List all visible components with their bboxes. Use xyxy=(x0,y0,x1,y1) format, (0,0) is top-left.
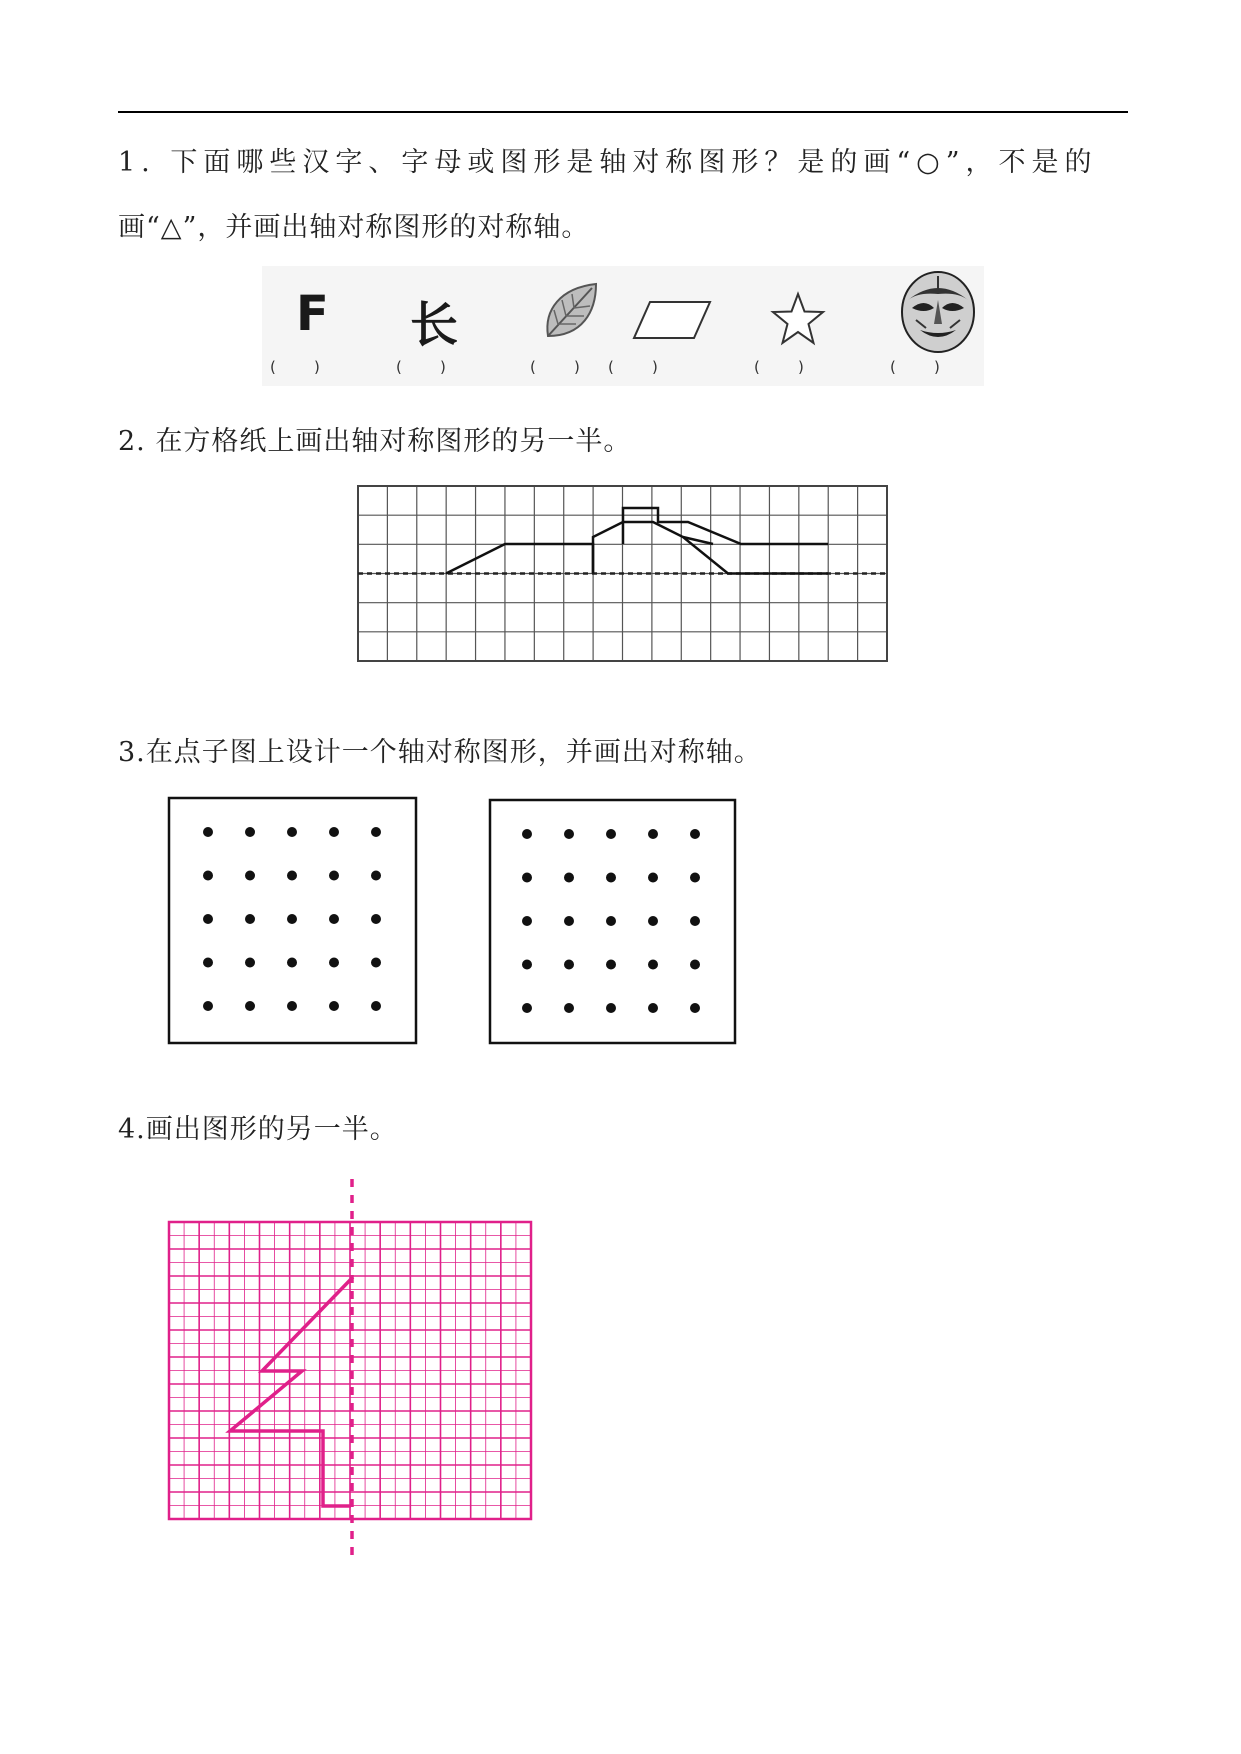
grid-dot[interactable] xyxy=(287,1001,297,1011)
grid-dot[interactable] xyxy=(203,827,213,837)
grid-dot[interactable] xyxy=(522,960,532,970)
grid-dot[interactable] xyxy=(606,873,616,883)
grid-dot[interactable] xyxy=(245,914,255,924)
question-2-grid[interactable] xyxy=(358,486,888,662)
star-icon xyxy=(770,292,826,346)
grid-dot[interactable] xyxy=(287,914,297,924)
half-shape-upper xyxy=(446,544,593,574)
grid-dot[interactable] xyxy=(245,871,255,881)
grid-dot[interactable] xyxy=(522,1003,532,1013)
grid-dot[interactable] xyxy=(203,958,213,968)
opera-mask-icon xyxy=(898,270,978,354)
question-1-figures xyxy=(262,266,984,386)
grid-dot[interactable] xyxy=(648,916,658,926)
grid-dot[interactable] xyxy=(690,829,700,839)
answer-blank-4[interactable]: ( ) xyxy=(608,358,658,376)
answer-blank-6[interactable]: ( ) xyxy=(890,358,940,376)
grid-dot[interactable] xyxy=(606,1003,616,1013)
grid-dot[interactable] xyxy=(371,958,381,968)
hanzi-chang: 长 xyxy=(410,297,459,353)
parallelogram-icon xyxy=(632,300,712,342)
grid-dot[interactable] xyxy=(564,1003,574,1013)
grid-dot[interactable] xyxy=(329,871,339,881)
grid-dot[interactable] xyxy=(203,871,213,881)
grid-dot[interactable] xyxy=(371,1001,381,1011)
question-2-text: 2. 在方格纸上画出轴对称图形的另一半。 xyxy=(118,426,632,457)
dot-grid-right[interactable] xyxy=(489,799,737,1045)
grid-dot[interactable] xyxy=(329,1001,339,1011)
grid-dot[interactable] xyxy=(329,958,339,968)
grid-dot[interactable] xyxy=(287,871,297,881)
grid-dot[interactable] xyxy=(287,958,297,968)
grid-dot[interactable] xyxy=(522,873,532,883)
grid-dot[interactable] xyxy=(648,1003,658,1013)
half-shape-top-detail xyxy=(623,508,828,544)
grid-dot[interactable] xyxy=(606,916,616,926)
grid-dot[interactable] xyxy=(648,873,658,883)
question-4-text: 4.画出图形的另一半。 xyxy=(118,1114,398,1145)
answer-blank-1[interactable]: ( ) xyxy=(270,358,320,376)
answer-blank-3[interactable]: ( ) xyxy=(530,358,580,376)
grid-dot[interactable] xyxy=(690,873,700,883)
letter-f: F xyxy=(296,286,329,342)
grid-dot[interactable] xyxy=(648,829,658,839)
dot-grid-left[interactable] xyxy=(168,797,418,1045)
grid-dot[interactable] xyxy=(329,914,339,924)
grid-dot[interactable] xyxy=(564,916,574,926)
question-3-text: 3.在点子图上设计一个轴对称图形，并画出对称轴。 xyxy=(118,737,762,768)
grid-dot[interactable] xyxy=(203,914,213,924)
grid-dot[interactable] xyxy=(564,873,574,883)
leaf-icon xyxy=(542,280,602,342)
grid-dot[interactable] xyxy=(522,829,532,839)
grid-dot[interactable] xyxy=(329,827,339,837)
grid-dot[interactable] xyxy=(245,1001,255,1011)
grid-dot[interactable] xyxy=(287,827,297,837)
grid-dot[interactable] xyxy=(648,960,658,970)
grid-dot[interactable] xyxy=(606,960,616,970)
question-4-grid[interactable] xyxy=(168,1175,538,1560)
grid-dot[interactable] xyxy=(371,871,381,881)
grid-dot[interactable] xyxy=(245,958,255,968)
grid-dot[interactable] xyxy=(522,916,532,926)
grid-dot[interactable] xyxy=(690,916,700,926)
grid-dot[interactable] xyxy=(564,960,574,970)
question-1-text-line1: 1. 下面哪些汉字、字母或图形是轴对称图形？是的画“○”，不是的 xyxy=(118,147,1098,178)
question-1-text-line2: 画“△”，并画出轴对称图形的对称轴。 xyxy=(118,212,590,243)
grid-dot[interactable] xyxy=(690,960,700,970)
grid-dot[interactable] xyxy=(690,1003,700,1013)
top-rule xyxy=(118,111,1128,113)
grid-dot[interactable] xyxy=(564,829,574,839)
answer-blank-2[interactable]: ( ) xyxy=(396,358,446,376)
grid-dot[interactable] xyxy=(371,914,381,924)
answer-blank-5[interactable]: ( ) xyxy=(754,358,804,376)
grid-dot[interactable] xyxy=(606,829,616,839)
grid-dot[interactable] xyxy=(245,827,255,837)
grid-dot[interactable] xyxy=(203,1001,213,1011)
grid-dot[interactable] xyxy=(371,827,381,837)
